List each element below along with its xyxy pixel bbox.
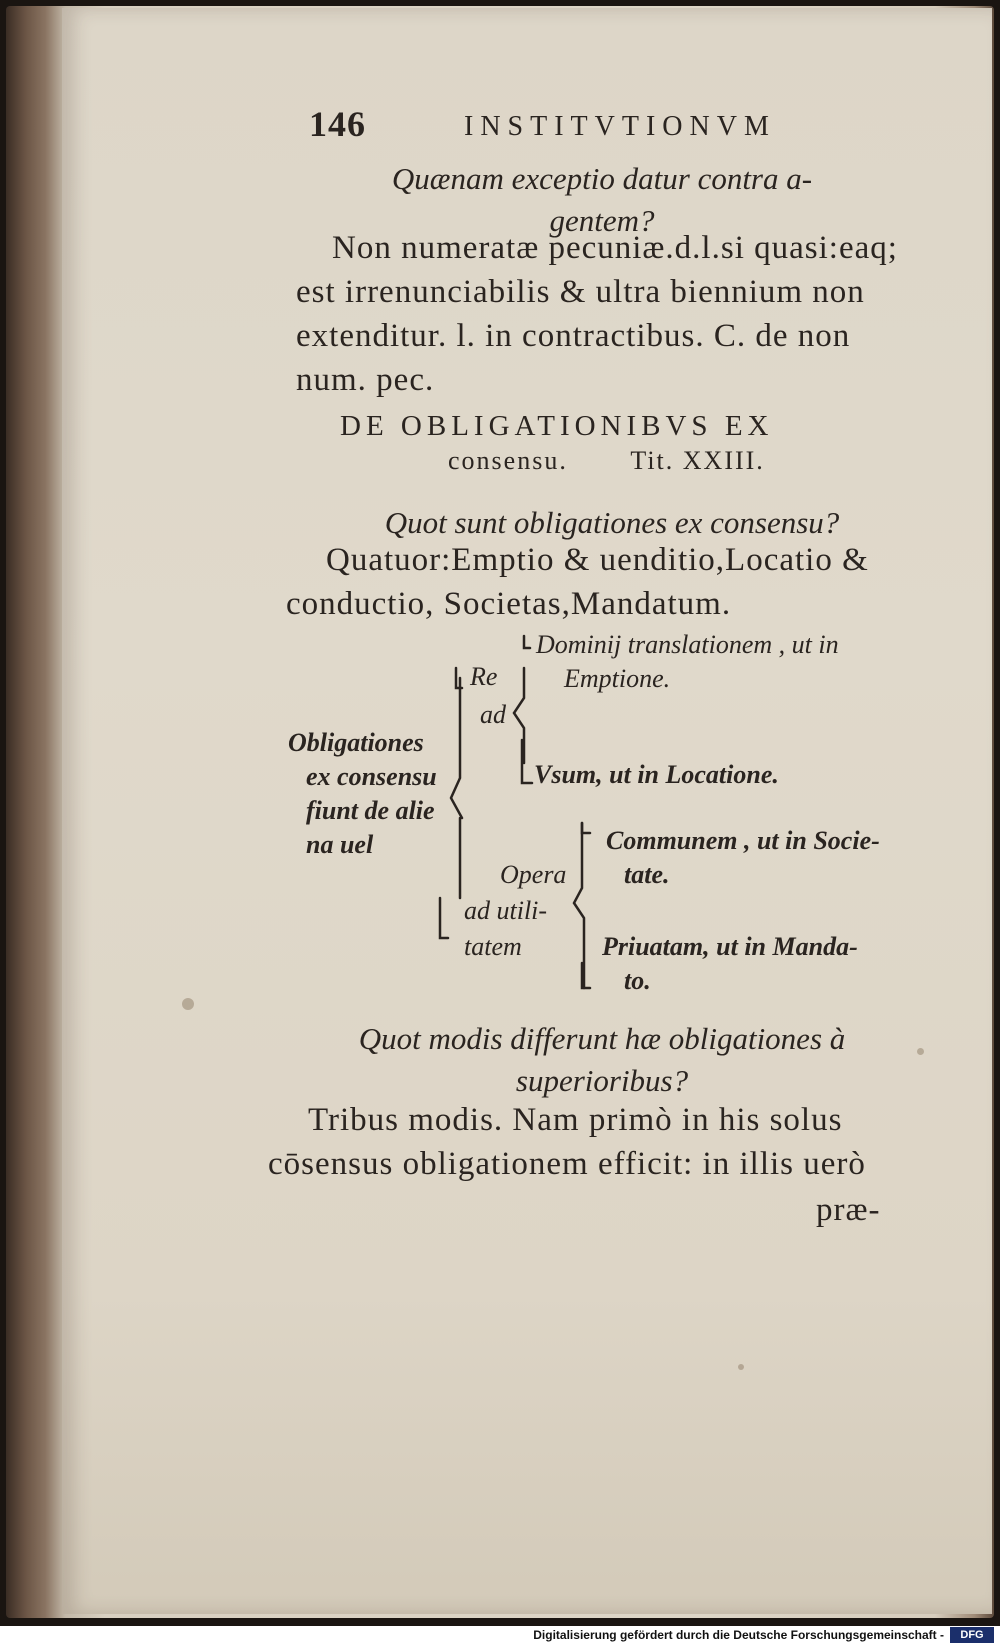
- diagram-re: Re: [470, 662, 498, 691]
- vsum-bracket: [522, 740, 532, 783]
- diagram-tatem: tatem: [464, 932, 522, 961]
- diagram-line: Emptione.: [564, 664, 671, 693]
- diagram-communem: [606, 824, 880, 892]
- question-line: gentem?: [549, 203, 655, 238]
- title-number: Tit. XXIII.: [630, 446, 765, 475]
- question-line: Quot modis differunt hæ obligationes à: [358, 1021, 846, 1056]
- diagram-ad: ad: [480, 700, 506, 729]
- question-line: superioribus?: [515, 1063, 689, 1098]
- text-line: Non numeratæ pecuniæ.d.l.si quasi:eaq;: [332, 230, 898, 266]
- answer-exceptio: [296, 226, 898, 402]
- diagram-dominij: [536, 628, 839, 696]
- opera-brace: [574, 823, 584, 988]
- communem-bracket: [582, 823, 590, 833]
- answer-quatuor: [286, 538, 869, 626]
- diagram-line: Obligationes: [288, 728, 424, 757]
- dfg-logo: DFG: [950, 1627, 994, 1643]
- diagram-line: ex consensu: [306, 762, 437, 791]
- diagram-line: Communem , ut in Socie-: [606, 826, 880, 855]
- root-brace: [451, 678, 462, 898]
- diagram-line: Priuatam, ut in Manda-: [602, 932, 858, 961]
- re-bracket: [456, 668, 462, 688]
- diagram-priuatam: [602, 930, 858, 998]
- page-number: 146: [309, 104, 366, 144]
- re-ad-brace: [514, 668, 524, 763]
- running-head: INSTITVTIONVM: [464, 111, 776, 142]
- diagram-line: to.: [624, 966, 651, 995]
- text-line: Tribus modis. Nam primò in his solus: [308, 1102, 843, 1138]
- question-line: Quænam exceptio datur contra a-: [391, 161, 813, 196]
- diagram-line: na uel: [306, 830, 374, 859]
- question-quot-modis: [342, 1018, 862, 1102]
- text-line: cōsensus obligationem efficit: in illis uerò: [268, 1146, 866, 1182]
- diagram-ad-utili: ad utili-: [464, 896, 548, 925]
- diagram-opera: Opera: [500, 860, 567, 889]
- answer-tribus-modis: [268, 1098, 866, 1186]
- diagram-line: fiunt de alie: [306, 796, 435, 825]
- section-title: [340, 410, 773, 443]
- text-line: est irrenunciabilis & ultra biennium non: [296, 274, 865, 310]
- diagram-vsum: Vsum, ut in Locatione.: [534, 760, 779, 789]
- question-quot-sunt: Quot sunt obligationes ex consensu?: [384, 505, 840, 540]
- funding-notice: Digitalisierung gefördert durch die Deutsche Forschungsgemeinschaft -: [533, 1628, 944, 1642]
- dominij-bracket: [524, 636, 530, 648]
- priuatam-bracket: [582, 963, 590, 988]
- diagram-line: Dominij translationem , ut in: [536, 630, 839, 659]
- title-consensu: consensu.: [448, 446, 568, 475]
- text-line: conductio, Societas,Mandatum.: [286, 586, 732, 622]
- title-line: DE OBLIGATIONIBVS EX: [340, 410, 774, 442]
- text-line: Quatuor:Emptio & uenditio,Locatio &: [326, 542, 869, 578]
- catchword: præ-: [816, 1192, 881, 1228]
- diagram-line: tate.: [624, 860, 670, 889]
- book-page: [62, 8, 992, 1614]
- opera-bracket: [440, 898, 448, 938]
- foxing-spot: [182, 998, 194, 1010]
- foxing-spot: [917, 1048, 924, 1055]
- text-line: num. pec.: [296, 362, 435, 398]
- section-subtitle: [448, 446, 765, 476]
- text-line: extenditur. l. in contractibus. C. de non: [296, 318, 851, 354]
- foxing-spot: [738, 1364, 744, 1370]
- diagram-root: [288, 726, 437, 862]
